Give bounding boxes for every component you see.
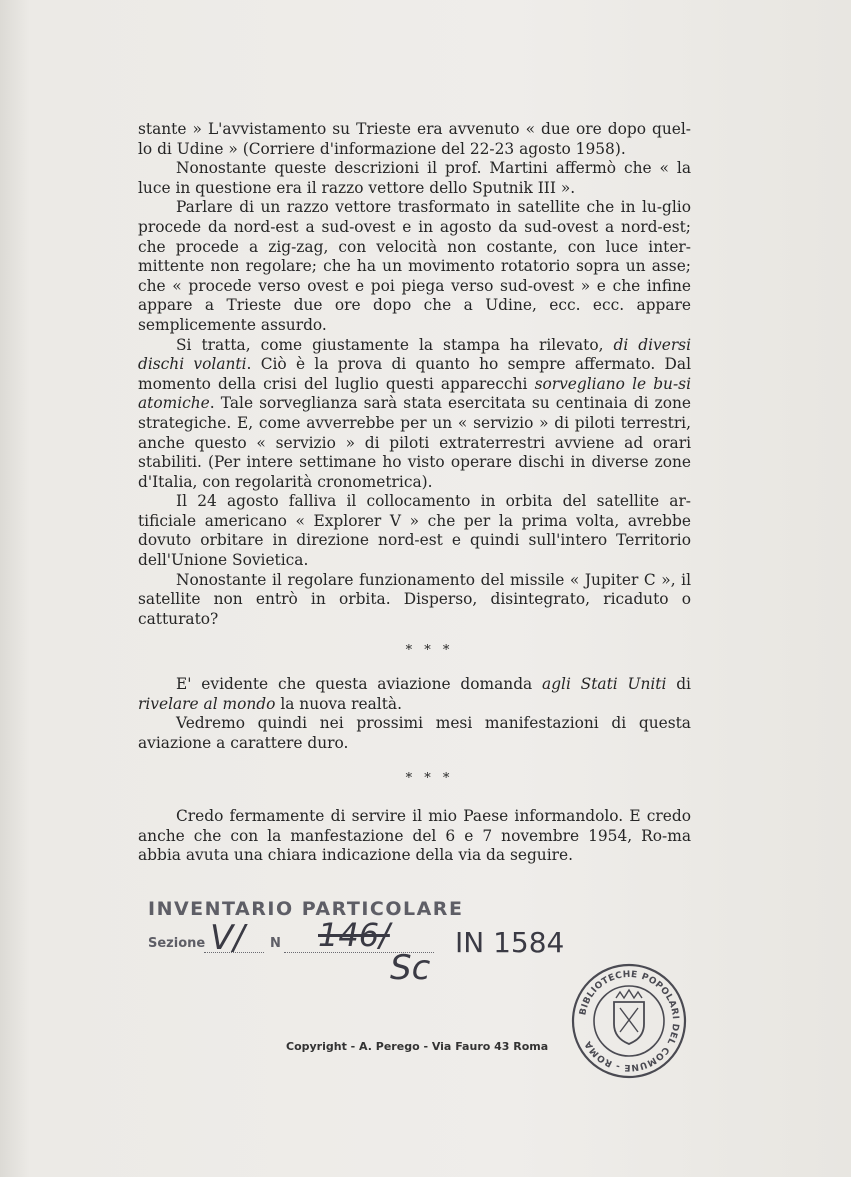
italic-phrase: agli Stati Uniti bbox=[542, 675, 667, 694]
text-run: . Ciò è la prova di quanto ho sempre affermato. Dal momento della crisi del luglio questi apparecchi bbox=[138, 355, 691, 393]
text-block-2 bbox=[138, 675, 691, 753]
handwritten-sc: Sc bbox=[390, 948, 431, 988]
handwritten-number: 146/ bbox=[318, 916, 390, 954]
sezione-label: Sezione bbox=[148, 936, 206, 951]
text-block-3 bbox=[138, 807, 691, 866]
text-run: Vedremo quindi nei prossimi mesi manifestazioni di questa aviazione a carattere duro. bbox=[138, 714, 691, 752]
paragraph bbox=[138, 120, 691, 159]
paragraph bbox=[138, 159, 691, 198]
paragraph bbox=[138, 714, 691, 753]
n-label: N bbox=[270, 936, 281, 951]
paragraph bbox=[138, 807, 691, 866]
text-run: Parlare di un razzo vettore trasformato in satellite che in lu-glio procede da nord-est a sud-ovest e in agosto da sud-ovest a nord-est; che procede a zig-zag, con velocità non costante, con luce inter-mittente non regolare; che ha un movimento rotatorio sopra un asse; che « procede verso ovest e poi piega verso sud-ovest » e che infine appare a Trieste due ore dopo che a Udine, ecc. ecc. appare semplicemente assurdo. bbox=[138, 198, 691, 334]
seal-text: BIBLIOTECHE POPOLARI DEL COMUNE - ROMA bbox=[578, 969, 681, 1073]
paragraph bbox=[138, 198, 691, 335]
paragraph bbox=[138, 571, 691, 630]
text-run: Si tratta, come giustamente la stampa ha rilevato, bbox=[176, 335, 614, 354]
italic-phrase: sorvegliano le bu-si atomiche bbox=[138, 374, 691, 413]
handwritten-sezione: V/ bbox=[210, 918, 245, 958]
paragraph bbox=[138, 492, 691, 570]
copyright-line: Copyright - A. Perego - Via Fauro 43 Roma bbox=[286, 1040, 549, 1053]
text-run: Il 24 agosto falliva il collocamento in orbita del satellite ar-tificiale americano « Explorer V » che per la prima volta, avrebbe dovuto orbitare in direzione nord-est e quindi sull'intero Territorio dell'Unione Sovietica. bbox=[138, 492, 691, 570]
inventory-stamp-section bbox=[148, 936, 281, 951]
text-block-1 bbox=[138, 120, 691, 629]
text-run: la nuova realtà. bbox=[275, 694, 402, 713]
text-run: Nonostante il regolare funzionamento del missile « Jupiter C », il satellite non entrò in orbita. Disperso, disintegrato, ricaduto o catturato? bbox=[138, 570, 691, 628]
text-run: stante » L'avvistamento su Trieste era avvenuto « due ore dopo quel-lo di Udine » (Corriere d'informazione del 22-23 agosto 1958). bbox=[138, 120, 691, 158]
text-run: Credo fermamente di servire il mio Paese informandolo. E credo anche che con la manfestazione del 6 e 7 novembre 1954, Ro-ma abbia avuta una chiara indicazione della via da seguire. bbox=[138, 807, 691, 865]
text-run: Nonostante queste descrizioni il prof. Martini affermò che « la luce in questione era il razzo vettore dello Sputnik III ». bbox=[138, 159, 691, 197]
inventory-stamp-title: INVENTARIO PARTICOLARE bbox=[148, 898, 464, 920]
section-separator-2: * * * bbox=[405, 771, 454, 787]
paragraph bbox=[138, 675, 691, 714]
paragraph bbox=[138, 336, 691, 493]
text-run: di bbox=[666, 675, 691, 694]
text-run: . Tale sorveglianza sarà stata esercitata su centinaia di zone strategiche. E, come avverrebbe per un « servizio » di piloti terrestri, anche questo « servizio » di piloti extraterrestri avviene ad orari stabiliti. (Per intere settimane ho visto operare dischi in diverse zone d'Italia, con regolarità cronometrica). bbox=[138, 394, 691, 491]
italic-phrase: rivelare al mondo bbox=[138, 694, 276, 713]
section-separator: * * * bbox=[405, 643, 454, 659]
handwritten-inventory-code: IN 1584 bbox=[455, 926, 565, 959]
body-text bbox=[138, 120, 691, 866]
italic-phrase: di diversi dischi volanti bbox=[138, 335, 691, 374]
library-seal-icon bbox=[570, 962, 688, 1080]
text-run: E' evidente che questa aviazione domanda bbox=[176, 675, 543, 694]
